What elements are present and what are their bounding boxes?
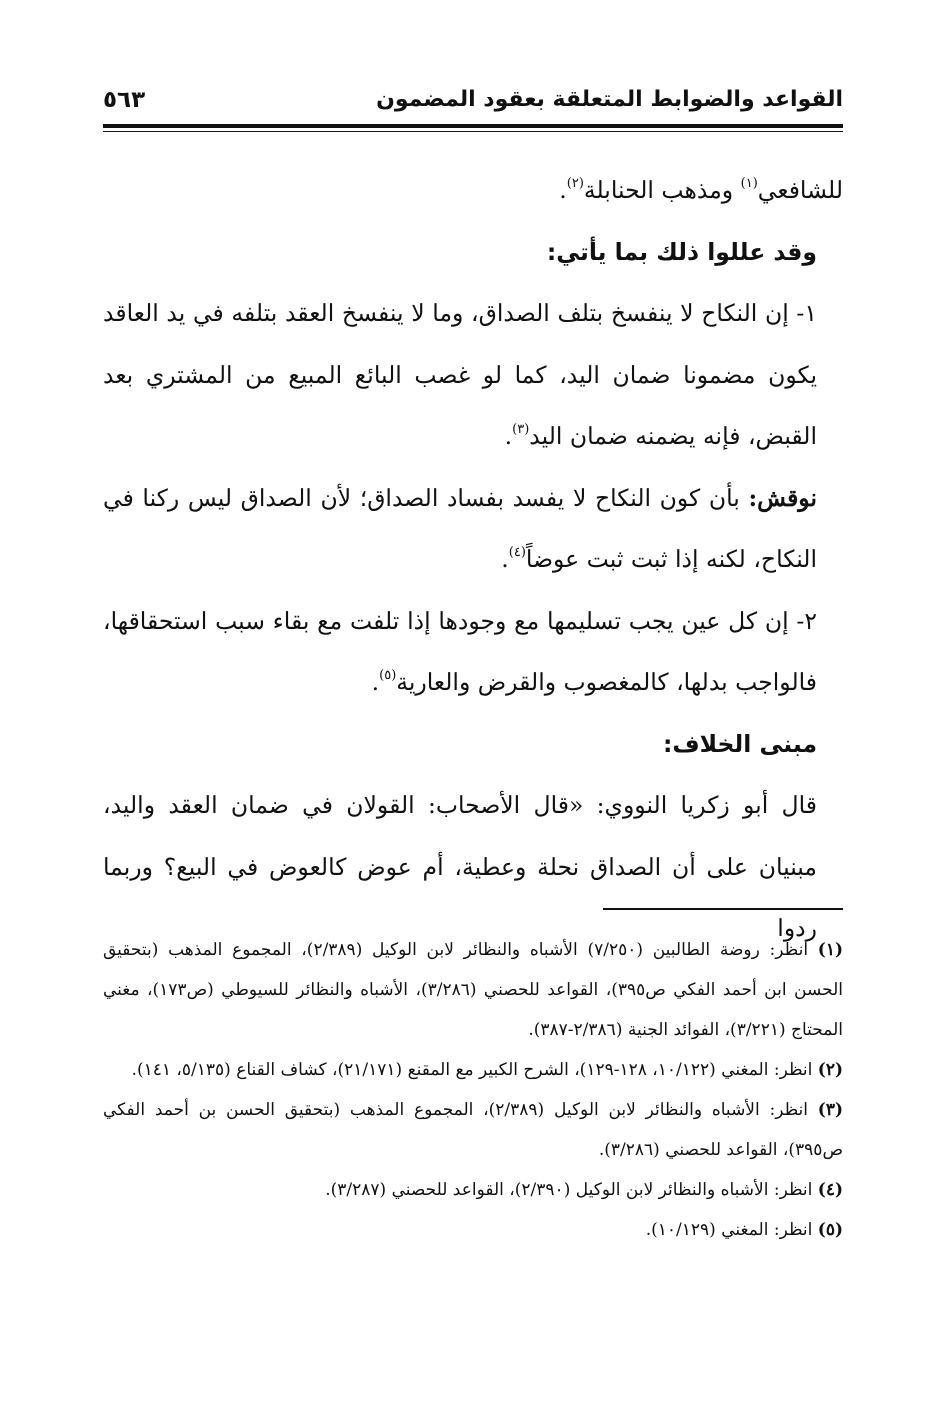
footnote-ref-2[interactable]: (٢) bbox=[566, 176, 584, 191]
paragraph-1-text-2: ومذهب الحنابلة bbox=[583, 176, 741, 204]
paragraph-4-end: . bbox=[371, 668, 380, 696]
footnote-ref-1[interactable]: (١) bbox=[740, 176, 758, 191]
paragraph-3-end: . bbox=[501, 545, 509, 573]
footnote-text: انظر: روضة الطالبين (٧/٢٥٠) الأشباه والنظائر لابن الوكيل (٢/٣٨٩)، المجموع المذهب (بتحقيق الحسن ابن أحمد الفكي ص٣٩٥)، القواعد للحصني (٣/٢٨٦)، الأشباه والنظائر للسيوطي (ص١٧٣)، مغني المحتاج (٣/٢٢١)، الفوائد الجنية (٢/٣٨٦-٣٨٧). bbox=[103, 940, 843, 1040]
footnote-number: (٥) bbox=[817, 1220, 843, 1240]
header-rule-thick bbox=[103, 124, 843, 128]
footnote-ref-3[interactable]: (٣) bbox=[512, 422, 530, 437]
paragraph-3-label: نوقش: bbox=[748, 483, 817, 512]
running-header bbox=[103, 84, 843, 116]
footnote-number: (٤) bbox=[817, 1180, 843, 1200]
footnote-text: انظر: الأشباه والنظائر لابن الوكيل (٢/٣٩٠)، القواعد للحصني (٣/٢٨٧). bbox=[325, 1180, 818, 1200]
paragraph-2-end: . bbox=[504, 422, 513, 450]
paragraph-5: قال أبو زكريا النووي: «قال الأصحاب: القولان في ضمان العقد واليد، مبنيان على أن الصداق نحلة وعطية، أم عوض كالعوض في البيع؟ وربما ردوا bbox=[103, 791, 817, 942]
footnote-4 bbox=[103, 1170, 843, 1210]
footnote-ref-4[interactable]: (٤) bbox=[508, 545, 526, 560]
footnote-separator bbox=[603, 908, 843, 910]
footnote-number: (١) bbox=[817, 940, 843, 960]
footnotes bbox=[103, 930, 843, 1250]
paragraph-4 bbox=[103, 591, 843, 714]
footnote-3 bbox=[103, 1090, 843, 1170]
footnote-1 bbox=[103, 930, 843, 1050]
paragraph-2 bbox=[103, 283, 843, 468]
paragraph-3-text: بأن كون النكاح لا يفسد بفساد الصداق؛ لأن الصداق ليس ركنا في النكاح، لكنه إذا ثبت ثبت عوضاً bbox=[103, 483, 817, 573]
footnote-number: (٢) bbox=[817, 1060, 843, 1080]
footnote-ref-5[interactable]: (٥) bbox=[379, 668, 397, 683]
footnote-2 bbox=[103, 1050, 843, 1090]
footnote-number: (٣) bbox=[817, 1100, 843, 1120]
page-number: ٥٦٣ bbox=[103, 87, 146, 113]
header-rule-thin bbox=[103, 131, 843, 132]
header-title: القواعد والضوابط المتعلقة بعقود المضمون bbox=[376, 87, 843, 112]
paragraph-1 bbox=[103, 160, 843, 222]
section-heading-basis: مبنى الخلاف: bbox=[662, 729, 817, 758]
footnote-text: انظر: المغني (١٠/١٢٢، ١٢٨-١٢٩)، الشرح الكبير مع المقنع (٢١/١٧١)، كشاف القناع (٥/١٣٥، ١٤١). bbox=[131, 1060, 818, 1080]
paragraph-1-end: . bbox=[559, 176, 567, 204]
footnote-text: انظر: المغني (١٠/١٢٩). bbox=[645, 1220, 818, 1240]
paragraph-1-text: للشافعي bbox=[757, 176, 843, 204]
footnote-5 bbox=[103, 1210, 843, 1250]
footnote-text: انظر: الأشباه والنظائر لابن الوكيل (٢/٣٨٩)، المجموع المذهب (بتحقيق الحسن بن أحمد الفكي ص٣٩٥)، القواعد للحصني (٣/٢٨٦). bbox=[103, 1100, 843, 1160]
paragraph-3 bbox=[103, 468, 843, 591]
section-heading-reasons: وقد عللوا ذلك بما يأتي: bbox=[546, 237, 817, 266]
paragraph-4-text: ٢- إن كل عين يجب تسليمها مع وجودها إذا تلفت مع بقاء سبب استحقاقها، فالواجب بدلها، كالمغصوب والقرض والعارية bbox=[103, 606, 817, 696]
main-text bbox=[103, 160, 843, 960]
paragraph-2-text: ١- إن النكاح لا ينفسخ بتلف الصداق، وما لا ينفسخ العقد بتلفه في يد العاقد يكون مضمونا ضمان اليد، كما لو غصب البائع المبيع من المشتري بعد القبض، فإنه يضمنه ضمان اليد bbox=[103, 299, 817, 450]
